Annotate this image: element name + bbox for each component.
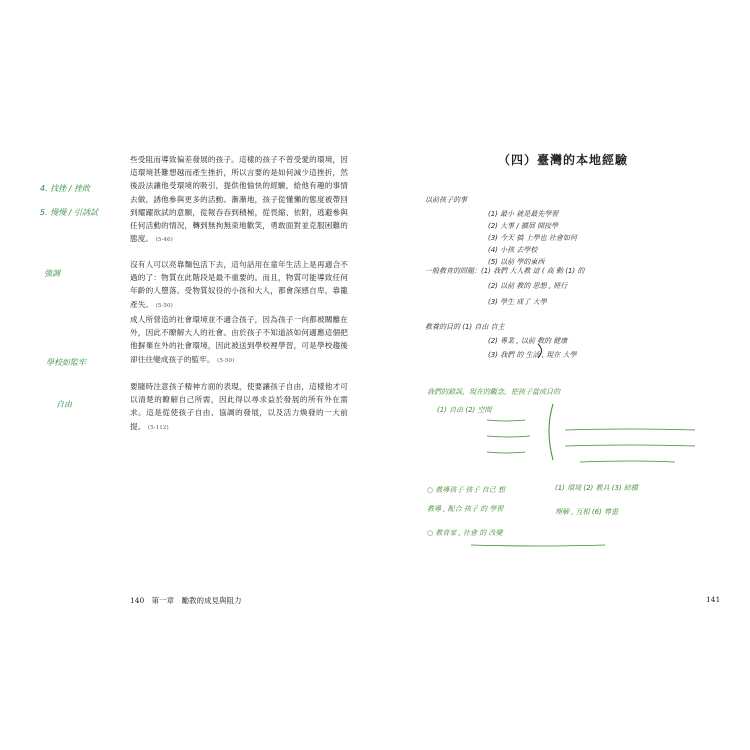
paragraph-2-text: 沒有人可以亮靠麵包活下去，這句話用在童年生活上是再適合不過的了：物質在此階段是最不重要的。而且，物質可能導致任何年齡的人墮落。受物質奴役的小孩和大人，都會深感自卑，靠籠產失。 — [130, 260, 348, 309]
margin-note-1: 4. 找挫 / 挫敗 — [40, 184, 90, 193]
hw-note-12: (3) 我們 的 生活 , 現在 大學 — [488, 351, 577, 359]
hw-note-6: (5) 以前 學的東西 — [488, 258, 545, 266]
right-page-number: 141 — [706, 595, 721, 604]
paragraph-4 — [130, 380, 348, 435]
paragraph-3-text: 成人所營造的社會環境並不適合孩子，因為孩子一向都被關離在外，因此不瞭解大人的社會。由於孩子不知道該如何適應這個把他摒棄在外的社會環境，因此被送到學校裡學習，可是學校趨後卻往往變成孩子的監牢。 — [130, 315, 348, 364]
handwriting-strokes — [375, 0, 750, 750]
paragraph-3 — [130, 313, 348, 368]
right-page — [375, 0, 750, 750]
hw-note-15: ○ 教導孩子 孩子 自己 想 — [427, 486, 506, 494]
hw-note-17: (1) 環境 (2) 教具 (3) 結構 — [555, 484, 638, 492]
hw-note-8: (2) 以前 教的 思想 , 將行 — [488, 282, 568, 290]
paragraph-2-ref: (5-50) — [155, 302, 173, 309]
hw-note-10: 教養的目的 (1) 自由 自主 — [425, 323, 505, 331]
left-page-number: 140 — [130, 596, 145, 605]
hw-note-1: 以前孩子的事 — [425, 196, 467, 204]
margin-note-4: 學校如監牢 — [46, 358, 86, 367]
paragraph-2 — [130, 258, 348, 313]
paragraph-1 — [130, 153, 348, 247]
hw-note-7: 一般教育的問題：(1) 我們 大人教 這 ( 高 動 (1) 的 — [425, 267, 585, 275]
margin-note-3: 強調 — [44, 269, 60, 278]
hw-note-18: 理解 , 互相 (6) 尊重 — [555, 508, 619, 516]
section-title: （四）臺灣的本地經驗 — [498, 153, 629, 167]
paragraph-1-ref: (5-46) — [155, 237, 173, 244]
hw-note-19: ○ 教育家 , 社會 的 改變 — [427, 529, 503, 537]
paragraph-3-ref: (5-50) — [217, 357, 235, 364]
paragraph-4-text: 要隨時注意孩子精神方面的表現，使要讓孩子自由，這樣他才可以清楚的瞭解自己所需，因此得以尋求益於發展的所有外在需求。這是從使孩子自由、協調的發展，以及活力煥發的一大前提。 — [130, 382, 348, 431]
hw-note-16: 教導 , 配合 孩子 的 學習 — [427, 505, 504, 513]
hw-note-2: (1) 最小 就是最先學習 — [488, 210, 559, 218]
hw-note-13: 我們的錯誤，現在的觀念，把孩子當成目的 — [427, 388, 560, 396]
hw-note-14: (1) 自由 (2) 空間 — [437, 406, 492, 414]
hw-note-9: (3) 學生 成了 大學 — [488, 298, 547, 306]
left-folio — [130, 595, 241, 606]
paragraph-1-text: 些受阻而導致偏差發展的孩子。這樣的孩子不曾受愛的環境，因這環境甚難想越而產生挫折，所以言要的是如何減少這挫折，然後設法讓他受環境的吸引，提供他愉快的經驗，給他有趣的事情去做，誘他參與更多的活動。漸漸地，孩子從懂懶的態度被帶回到耀躍欲試的意願，從報吞吞到積極，從畏縮、依附，逃避參與任何活動的情況，轉到無拘無束地歡笑，勇敢面對並克服困難的態度。 — [130, 155, 348, 244]
left-running-title: 第一章 勵教的成見與阻力 — [151, 596, 242, 605]
paragraph-4-ref: (5-112) — [147, 424, 169, 431]
margin-note-5: 自由 — [56, 400, 72, 409]
hw-note-4: (3) 今天 搞 上學也 社會如何 — [488, 234, 577, 242]
margin-note-2: 5. 慢慢 / 引誘試 — [40, 208, 98, 217]
hw-note-3: (2) 大事 / 擴展 開接學 — [488, 222, 559, 230]
hw-note-11: (2) 專業 , 以前 教的 健康 — [488, 337, 568, 345]
hw-note-5: (4) 小孩 去學校 — [488, 246, 538, 254]
